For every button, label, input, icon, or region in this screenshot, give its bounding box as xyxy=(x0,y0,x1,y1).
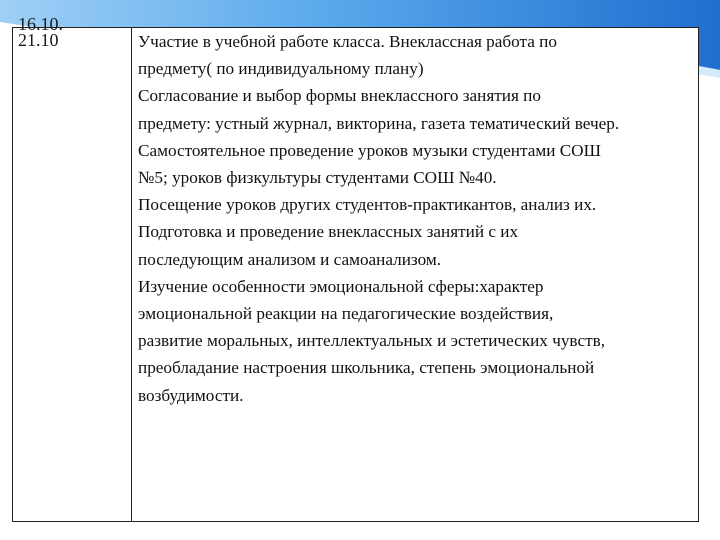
column-divider xyxy=(131,27,132,522)
text-line: предмету: устный журнал, викторина, газета тематический вечер. xyxy=(138,113,620,133)
text-line: Изучение особенности эмоциональной сферы:характер xyxy=(138,276,544,296)
activity-description xyxy=(138,28,696,409)
text-line: Согласование и выбор формы внеклассного занятия по xyxy=(138,86,541,106)
date-start: 16.10. xyxy=(18,14,63,34)
text-line: предмету( по индивидуальному плану) xyxy=(138,59,424,79)
date-cell xyxy=(18,16,128,48)
text-line: Участие в учебной работе класса. Внеклассная работа по xyxy=(138,32,557,51)
text-line: развитие моральных, интеллектуальных и эстетических чувств, xyxy=(138,331,605,351)
text-line: возбудимости. xyxy=(138,385,244,405)
text-line: Посещение уроков других студентов-практикантов, анализ их. xyxy=(138,195,597,215)
text-line: преобладание настроения школьника, степень эмоциональной xyxy=(138,358,595,378)
text-line: Самостоятельное проведение уроков музыки студентами СОШ xyxy=(138,140,601,160)
text-line: эмоциональной реакции на педагогические воздействия, xyxy=(138,304,554,324)
text-line: №5; уроков физкультуры студентами СОШ №40. xyxy=(138,168,497,188)
date-end: 21.10 xyxy=(18,30,59,50)
text-line: последующим анализом и самоанализом. xyxy=(138,249,442,269)
text-line: Подготовка и проведение внеклассных занятий с их xyxy=(138,222,519,242)
